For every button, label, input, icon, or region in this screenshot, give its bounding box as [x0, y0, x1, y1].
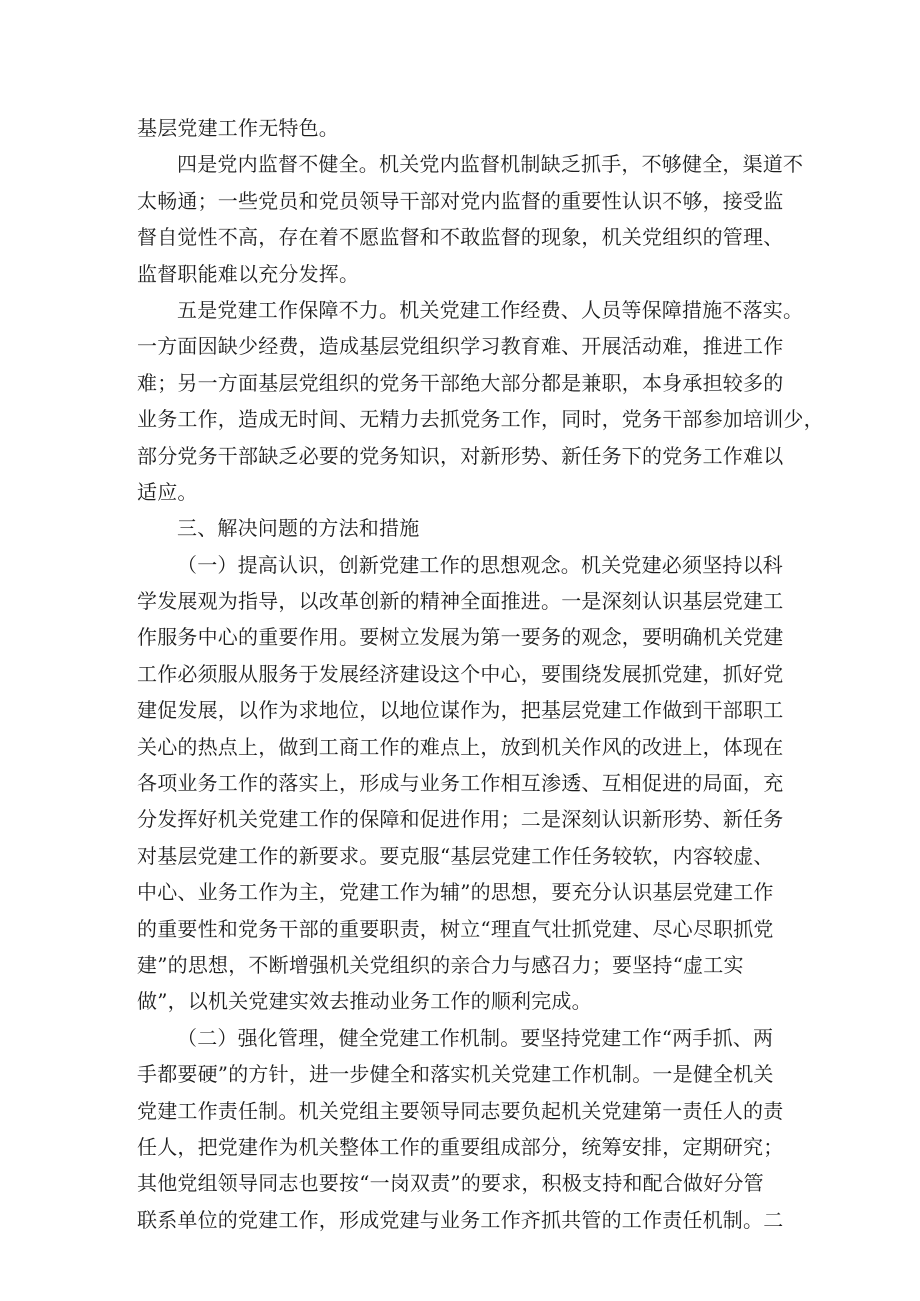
text-line: 难；另一方面基层党组织的党务干部绝大部分都是兼职，本身承担较多的	[137, 370, 784, 395]
text-line: 建”的思想，不断增强机关党组织的亲合力与感召力；要坚持“虚工实	[137, 952, 744, 977]
text-line: 工作必须服从服务于发展经济建设这个中心，要围绕发展抓党建，抓好党	[137, 661, 784, 686]
text-line: 关心的热点上，做到工商工作的难点上，放到机关作风的改进上，体现在	[137, 734, 784, 759]
text-line: 做”，以机关党建实效去推动业务工作的顺利完成。	[137, 989, 592, 1014]
paragraph-start-line: 四是党内监督不健全。机关党内监督机制缺乏抓手，不够健全，渠道不	[177, 152, 804, 177]
text-line: 适应。	[137, 479, 198, 504]
section-heading: 三、解决问题的方法和措施	[177, 516, 420, 541]
text-line: 基层党建工作无特色。	[137, 116, 339, 140]
text-line: 业务工作，造成无时间、无精力去抓党务工作，同时，党务干部参加培训少，	[137, 407, 824, 432]
text-line: 太畅通；一些党员和党员领导干部对党内监督的重要性认识不够，接受监	[137, 188, 784, 213]
paragraph-start-line: （一）提高认识，创新党建工作的思想观念。机关党建必须坚持以科	[177, 552, 783, 577]
text-line: 的重要性和党务干部的重要职责，树立“理直气壮抓党建、尽心尽职抓党	[137, 916, 774, 941]
text-line: 中心、业务工作为主，党建工作为辅”的思想，要充分认识基层党建工作	[137, 880, 774, 905]
text-line: 党建工作责任制。机关党组主要领导同志要负起机关党建第一责任人的责	[137, 1098, 784, 1123]
text-line: 一方面因缺少经费，造成基层党组织学习教育难、开展活动难，推进工作	[137, 334, 784, 359]
paragraph-start-line: 五是党建工作保障不力。机关党建工作经费、人员等保障措施不落实。	[177, 297, 804, 322]
text-line: 监督职能难以充分发挥。	[137, 261, 360, 286]
text-line: 各项业务工作的落实上，形成与业务工作相互渗透、互相促进的局面，充	[137, 771, 784, 796]
body-text	[137, 110, 824, 1238]
text-line: 其他党组领导同志也要按“一岗双责”的要求，积极支持和配合做好分管	[137, 1171, 764, 1196]
text-line: 督自觉性不高，存在着不愿监督和不敢监督的现象，机关党组织的管理、	[137, 225, 784, 250]
text-line: 建促发展，以作为求地位，以地位谋作为，把基层党建工作做到干部职工	[137, 698, 784, 723]
text-line: 联系单位的党建工作，形成党建与业务工作齐抓共管的工作责任机制。二	[137, 1207, 784, 1232]
paragraph-start-line: （二）强化管理，健全党建工作机制。要坚持党建工作“两手抓、两	[177, 1025, 774, 1050]
text-line: 部分党务干部缺乏必要的党务知识，对新形势、新任务下的党务工作难以	[137, 443, 784, 468]
text-line: 分发挥好机关党建工作的保障和促进作用；二是深刻认识新形势、新任务	[137, 807, 784, 832]
text-line: 任人，把党建作为机关整体工作的重要组成部分，统筹安排，定期研究；	[137, 1134, 784, 1159]
text-line: 对基层党建工作的新要求。要克服“基层党建工作任务较软，内容较虚、	[137, 843, 774, 868]
text-line: 作服务中心的重要作用。要树立发展为第一要务的观念，要明确机关党建	[137, 625, 784, 650]
text-line: 手都要硬”的方针，进一步健全和落实机关党建工作机制。一是健全机关	[137, 1062, 774, 1087]
text-line: 学发展观为指导，以改革创新的精神全面推进。一是深刻认识基层党建工	[137, 589, 784, 614]
